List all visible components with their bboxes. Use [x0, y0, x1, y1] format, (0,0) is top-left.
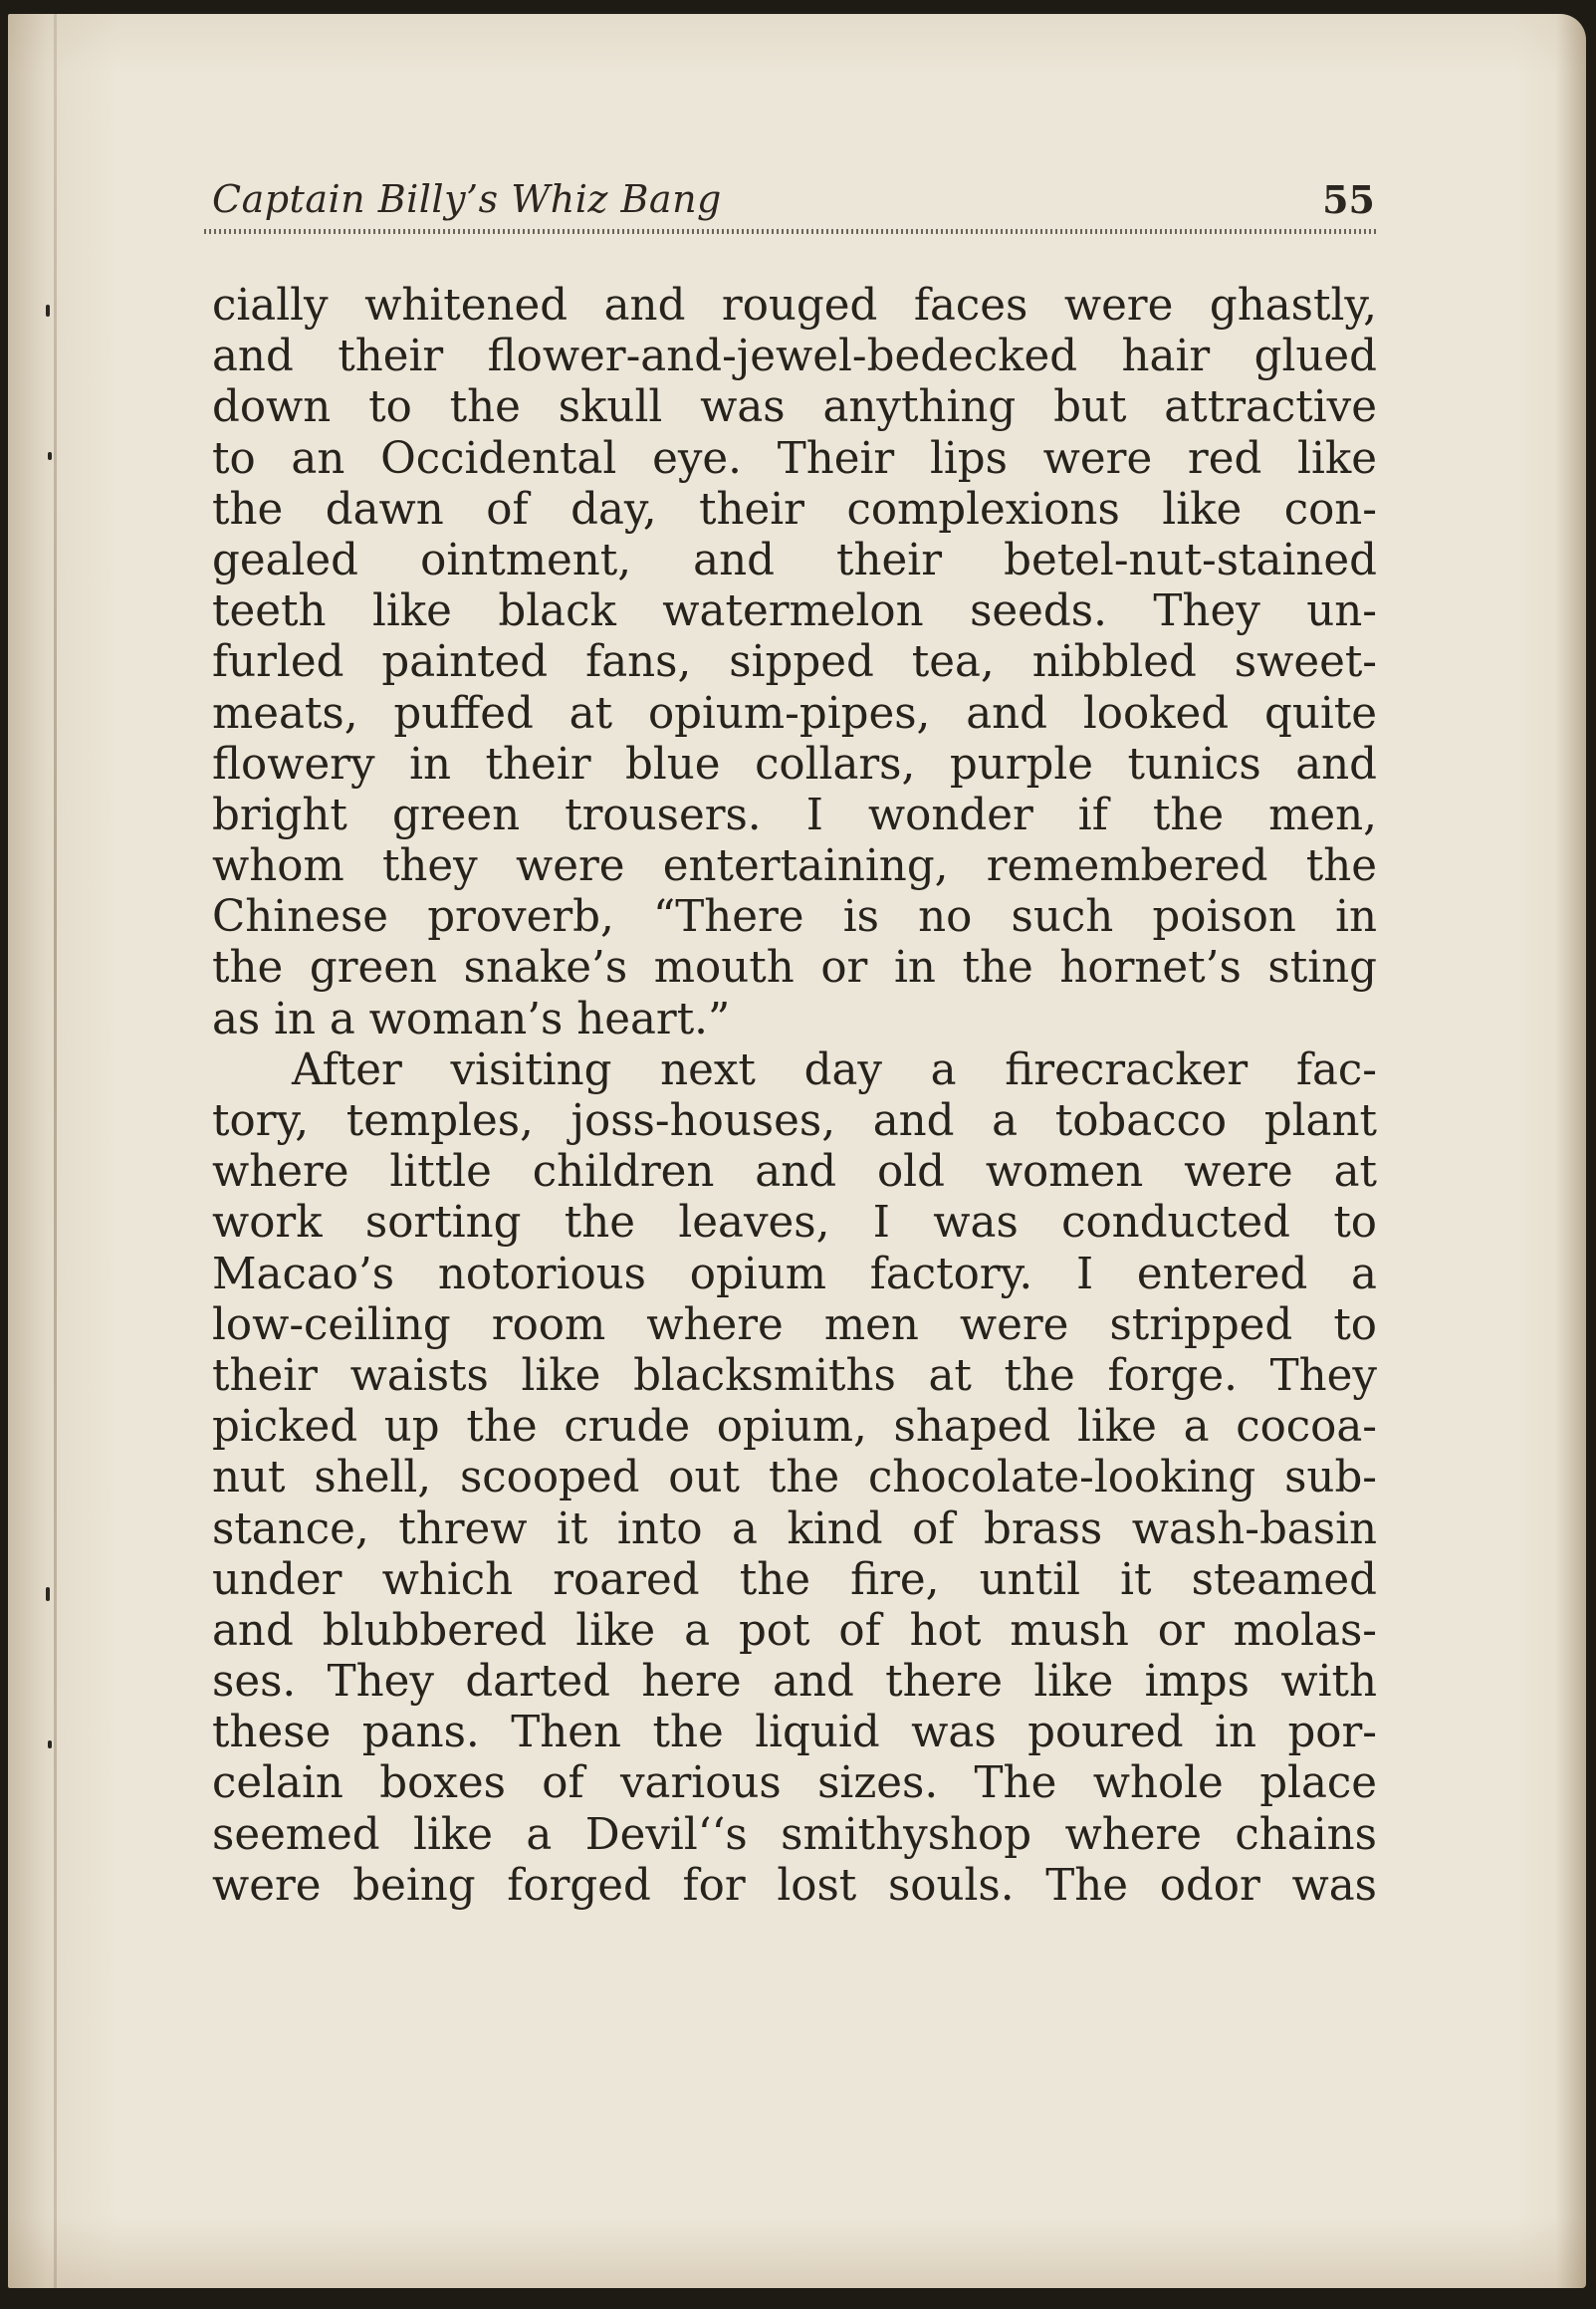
text-line: where little children and old women were at	[212, 1147, 1377, 1198]
text-line: seemed like a Devil‘‘s smithyshop where chains	[212, 1809, 1377, 1860]
page-gutter	[54, 14, 57, 2288]
text-line: cially whitened and rouged faces were ghastly,	[212, 281, 1377, 331]
running-head	[204, 177, 1377, 227]
text-line: ses. They darted here and there like imps with	[212, 1657, 1377, 1708]
text-line: the dawn of day, their complexions like con-	[212, 484, 1377, 535]
text-line: whom they were entertaining, remembered the	[212, 841, 1377, 892]
text-line: down to the skull was anything but attractive	[212, 382, 1377, 433]
text-line: meats, puffed at opium-pipes, and looked quite	[212, 688, 1377, 739]
text-line: tory, temples, joss-houses, and a tobacco plant	[212, 1096, 1377, 1146]
body-text	[212, 281, 1377, 1912]
page-number: 55	[1322, 177, 1375, 222]
text-line: work sorting the leaves, I was conducted to	[212, 1198, 1377, 1249]
text-line: gealed ointment, and their betel-nut-stained	[212, 535, 1377, 585]
text-line: Macao’s notorious opium factory. I entered a	[212, 1249, 1377, 1299]
text-line: their waists like blacksmiths at the forge. They	[212, 1350, 1377, 1401]
text-line: under which roared the fire, until it steamed	[212, 1554, 1377, 1605]
text-line: were being forged for lost souls. The odor was	[212, 1860, 1377, 1911]
margin-mark	[48, 452, 52, 460]
text-line: to an Occidental eye. Their lips were red like	[212, 433, 1377, 484]
text-line: and their flower-and-jewel-bedecked hair glued	[212, 332, 1377, 382]
text-line: the green snake’s mouth or in the hornet’s sting	[212, 943, 1377, 994]
text-line: nut shell, scooped out the chocolate-looking sub-	[212, 1453, 1377, 1503]
margin-mark	[48, 1740, 52, 1748]
text-line: celain boxes of various sizes. The whole place	[212, 1758, 1377, 1809]
text-line: furled painted fans, sipped tea, nibbled sweet-	[212, 637, 1377, 688]
header-rule	[204, 229, 1377, 234]
text-line: these pans. Then the liquid was poured in por-	[212, 1708, 1377, 1758]
text-line: picked up the crude opium, shaped like a cocoa-	[212, 1402, 1377, 1453]
paragraph-end-line: as in a woman’s heart.”	[212, 994, 731, 1044]
margin-mark	[46, 305, 50, 317]
margin-mark	[46, 1587, 50, 1601]
text-line: and blubbered like a pot of hot mush or molas-	[212, 1605, 1377, 1656]
text-line: bright green trousers. I wonder if the men,	[212, 790, 1377, 840]
text-line: Chinese proverb, “There is no such poison in	[212, 892, 1377, 943]
running-head-title: Captain Billy’s Whiz Bang	[212, 177, 722, 221]
text-line: flowery in their blue collars, purple tunics and	[212, 739, 1377, 790]
text-line: low-ceiling room where men were stripped to	[212, 1299, 1377, 1350]
text-line: stance, threw it into a kind of brass wash-basin	[212, 1503, 1377, 1554]
paragraph-start-line: After visiting next day a firecracker fac-	[292, 1044, 1377, 1095]
text-line: teeth like black watermelon seeds. They un-	[212, 586, 1377, 637]
